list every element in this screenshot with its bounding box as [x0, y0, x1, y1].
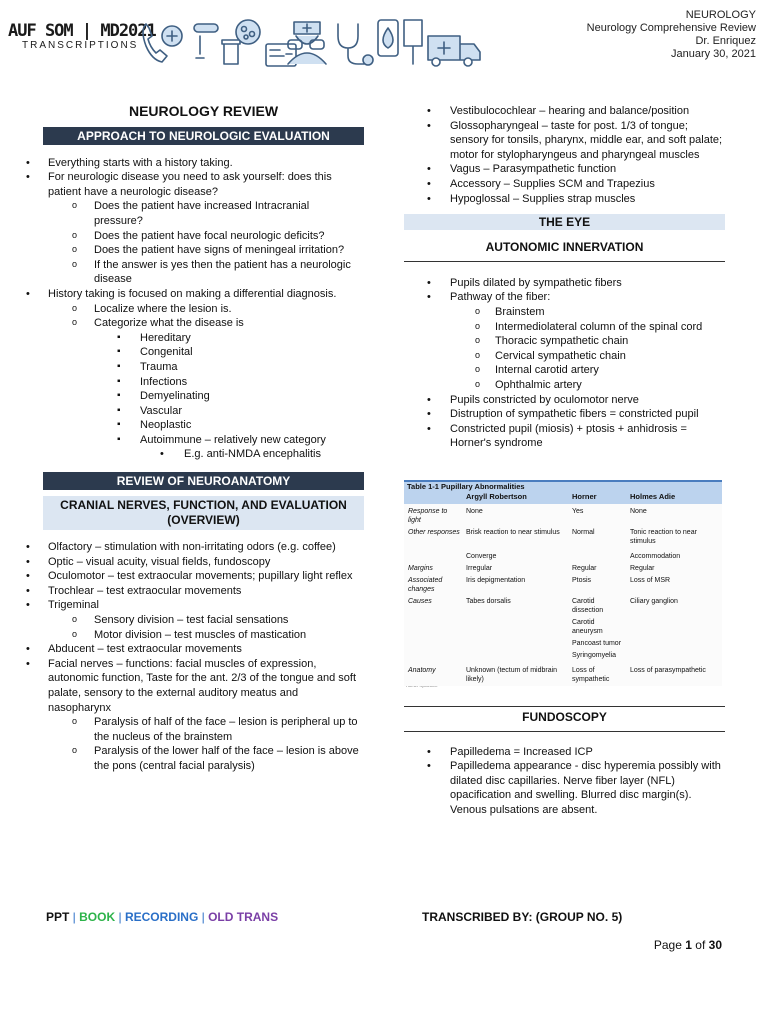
- table-row-label: Anatomy: [408, 667, 436, 674]
- list-item: • Abducent – test extraocular movements: [0, 642, 362, 657]
- list-item: • Oculomotor – test extraocular movements; pupillary light reflex: [0, 569, 362, 584]
- table-cell: Iris depigmentation: [466, 577, 526, 584]
- list-item: • Papilledema appearance - disc hyperemia possibly with dilated disc capillaries. Nerve fiber layer (NFL) opacification and swelling. Blurred disc margin(s). Venous pulsations are absent.: [403, 759, 725, 817]
- table-cell: Tonic reaction to near stimulus: [630, 529, 697, 545]
- header-date: January 30, 2021: [670, 48, 756, 60]
- list-item: o Localize where the lesion is.: [0, 302, 360, 317]
- list-item: o Brainstem: [403, 305, 725, 320]
- table-cell: Carotid aneurysm: [572, 619, 603, 635]
- footer-link-recording[interactable]: RECORDING: [124, 910, 199, 924]
- list-item: • Hypoglossal – Supplies strap muscles: [403, 192, 725, 207]
- list-item: • Optic – visual acuity, visual fields, fundoscopy: [0, 555, 362, 570]
- list-item: o Thoracic sympathetic chain: [403, 334, 725, 349]
- page-of: of: [695, 938, 706, 952]
- page-current: 1: [685, 938, 692, 952]
- table-body: [404, 504, 722, 686]
- the-eye-section-bar: THE EYE: [404, 214, 725, 230]
- list-item: o Does the patient have increased Intracranial pressure?: [0, 199, 360, 228]
- pupillary-abnormalities-table: [404, 480, 722, 700]
- list-item: • E.g. anti-NMDA encephalitis: [0, 447, 360, 462]
- neuroanatomy-section-bar: REVIEW OF NEUROANATOMY: [43, 472, 364, 490]
- table-cell: Ptosis: [572, 577, 592, 584]
- list-item: • Pathway of the fiber:: [403, 290, 725, 305]
- list-item: • Trigeminal: [0, 598, 362, 613]
- ambulance-icon: [428, 36, 480, 60]
- list-item: ▪ Congenital: [0, 345, 360, 360]
- page-title: NEUROLOGY REVIEW: [128, 103, 279, 119]
- list-item: ▪ Trauma: [0, 360, 360, 375]
- list-item: • Everything starts with a history taking.: [0, 156, 360, 171]
- cranial-nerves-heading: CRANIAL NERVES, FUNCTION, AND EVALUATION (OVERVIEW): [43, 496, 364, 530]
- table-cell: Yes: [572, 508, 584, 515]
- table-cell: Ciliary ganglion: [630, 598, 678, 605]
- table-column-header: Holmes Adie: [630, 492, 676, 501]
- approach-section-bar: APPROACH TO NEUROLOGIC EVALUATION: [43, 127, 364, 145]
- cranial-nerve-list-continued: [403, 104, 725, 206]
- footer-link-old-trans[interactable]: OLD TRANS: [208, 910, 279, 924]
- heading-rule: [404, 731, 725, 732]
- cranial-nerve-list: [0, 540, 362, 774]
- list-item: o Internal carotid artery: [403, 363, 725, 378]
- table-cell: Converge: [466, 553, 497, 560]
- list-item: o Categorize what the disease is: [0, 316, 360, 331]
- header-lecturer: Dr. Enriquez: [695, 35, 756, 47]
- thermometer-icon: [194, 24, 218, 32]
- list-item: • Constricted pupil (miosis) + ptosis + anhidrosis = Horner's syndrome: [403, 422, 725, 451]
- list-item: o Sensory division – test facial sensations: [0, 613, 362, 628]
- table-cell: Brisk reaction to near stimulus: [466, 529, 560, 536]
- fundoscopy-list: [403, 745, 725, 818]
- document-header-info: [587, 9, 756, 61]
- table-cell: Irregular: [466, 565, 493, 572]
- stethoscope-icon: [338, 24, 364, 64]
- table-title: Table 1-1 Pupillary Abnormalities: [404, 482, 722, 492]
- approach-list: [0, 156, 360, 462]
- list-item: • Facial nerves – functions: facial muscles of expression, autonomic function, Taste for the ant. 2/3 of the tongue and soft palate, sensory to the external auditory meatus and nasopharynx: [0, 657, 362, 715]
- table-cell: Loss of MSR: [630, 577, 671, 584]
- footer-separator: |: [69, 910, 80, 924]
- list-item: o Paralysis of the lower half of the face – lesion is above the pons (central facial paralysis): [0, 744, 362, 773]
- fundoscopy-heading: FUNDOSCOPY: [522, 710, 607, 724]
- petri-icon: [236, 20, 260, 44]
- list-item: o Does the patient have focal neurologic deficits?: [0, 229, 360, 244]
- right-column: [404, 104, 725, 451]
- table-column-header: Horner: [572, 492, 597, 501]
- list-item: ▪ Infections: [0, 375, 360, 390]
- list-item: o Motor division – test muscles of mastication: [0, 628, 362, 643]
- logo-subtitle: TRANSCRIPTIONS: [22, 40, 139, 51]
- table-row-label: Causes: [408, 598, 432, 605]
- heading-rule: [404, 261, 725, 262]
- footer-separator: |: [115, 910, 125, 924]
- table-cell: Unknown (tectum of midbrain likely): [466, 667, 558, 683]
- list-item: o Paralysis of half of the face – lesion is peripheral up to the nucleus of the brainstem: [0, 715, 362, 744]
- list-item: o Intermediolateral column of the spinal cord: [403, 320, 725, 335]
- list-item: • Accessory – Supplies SCM and Trapezius: [403, 177, 725, 192]
- header-title: Neurology Comprehensive Review: [586, 22, 756, 34]
- list-item: • Pupils dilated by sympathetic fibers: [403, 276, 725, 291]
- table-row-label: Margins: [408, 565, 433, 572]
- table-cell: None: [630, 508, 647, 515]
- list-item: • History taking is focused on making a differential diagnosis.: [0, 287, 360, 302]
- drop-icon: [383, 28, 393, 48]
- transcribed-by: TRANSCRIBED BY: (GROUP NO. 5): [422, 910, 623, 924]
- footer-link-book[interactable]: BOOK: [79, 910, 116, 924]
- autonomic-heading: AUTONOMIC INNERVATION: [485, 240, 644, 255]
- logo: [8, 21, 156, 56]
- list-item: o Cervical sympathetic chain: [403, 349, 725, 364]
- page-total: 30: [708, 938, 722, 952]
- table-row-label: Other responses: [408, 529, 460, 536]
- list-item: o If the answer is yes then the patient has a neurologic disease: [0, 258, 360, 287]
- logo-title: AUF SOM | MD2021: [8, 21, 156, 41]
- table-cell: Pancoast tumor: [572, 640, 622, 647]
- iv-bag-icon: [404, 20, 422, 64]
- table-cell: Regular: [630, 565, 655, 572]
- table-column-header: Argyll Robertson: [466, 492, 527, 501]
- list-item: o Ophthalmic artery: [403, 378, 725, 393]
- footer-separator: |: [198, 910, 209, 924]
- autonomic-list: [403, 276, 725, 451]
- fundoscopy-section: [404, 706, 725, 818]
- list-item: • Vestibulocochlear – hearing and balance/position: [403, 104, 725, 119]
- left-column: [43, 104, 364, 774]
- table-cell: Accommodation: [630, 553, 681, 560]
- list-item: o Does the patient have signs of meningeal irritation?: [0, 243, 360, 258]
- table-cell: None: [466, 508, 483, 515]
- header-subject: NEUROLOGY: [685, 9, 756, 21]
- list-item: ▪ Vascular: [0, 404, 360, 419]
- table-cell: Regular: [572, 565, 597, 572]
- list-item: • Vagus – Parasympathetic function: [403, 162, 725, 177]
- list-item: • Pupils constricted by oculomotor nerve: [403, 393, 725, 408]
- list-item: • Trochlear – test extraocular movements: [0, 584, 362, 599]
- list-item: ▪ Demyelinating: [0, 389, 360, 404]
- table-cell: Carotid dissection: [572, 598, 604, 614]
- list-item: ▪ Autoimmune – relatively new category: [0, 433, 360, 448]
- list-item: ▪ Neoplastic: [0, 418, 360, 433]
- table-cell: Loss of sympathetic: [572, 667, 610, 683]
- table-cell: Tabes dorsalis: [466, 598, 511, 605]
- page-label: Page: [653, 938, 682, 952]
- pill-bottle-icon: [222, 40, 240, 64]
- list-item: • Glossopharyngeal – taste for post. 1/3 of tongue; sensory for tonsils, pharynx, middle ear, and soft palate; motor for stylopharyngeus and pharyngeal muscles: [403, 119, 725, 163]
- footer-link-ppt[interactable]: PPT: [46, 910, 70, 924]
- list-item: ▪ Hereditary: [0, 331, 360, 346]
- list-item: • For neurologic disease you need to ask yourself: does this patient have a neurologic disease?: [0, 170, 360, 199]
- table-cell: Normal: [572, 529, 595, 536]
- heading-rule: [404, 706, 725, 707]
- table-cell: Loss of parasympathetic: [630, 667, 706, 674]
- page-number: [654, 938, 722, 952]
- list-item: • Papilledema = Increased ICP: [403, 745, 725, 760]
- table-row-label: Associated changes: [408, 577, 443, 593]
- table-cell: Syringomyelia: [572, 652, 616, 659]
- footer-links: [46, 910, 278, 924]
- medical-icons-banner: [138, 14, 483, 70]
- table-header-row: [404, 492, 722, 504]
- list-item: • Distruption of sympathetic fibers = constricted pupil: [403, 407, 725, 422]
- list-item: • Olfactory – stimulation with non-irritating odors (e.g. coffee): [0, 540, 362, 555]
- table-row-label: Response to light: [408, 508, 448, 524]
